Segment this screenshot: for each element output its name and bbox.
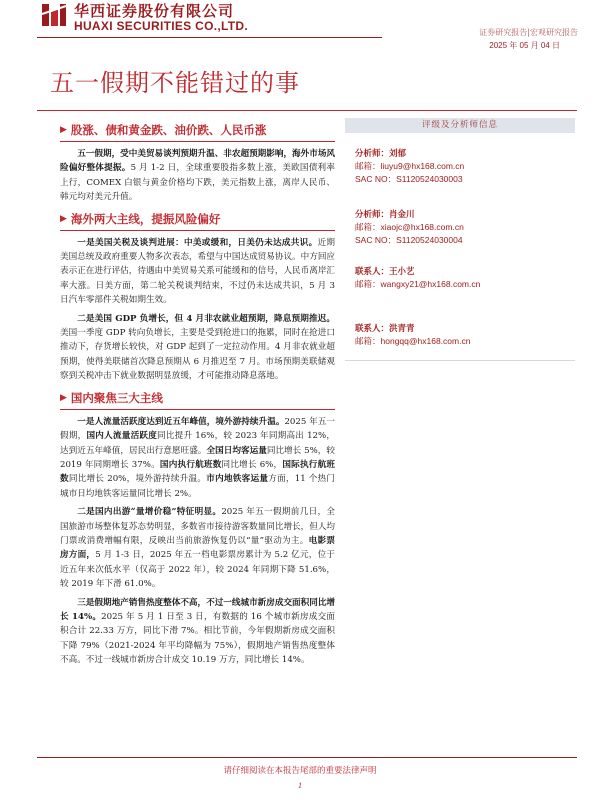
- header-divider: [37, 37, 382, 38]
- para-bold: 二是国内出游“量增价稳”特征明显。: [77, 507, 222, 518]
- para-text: 同比增长 20%，境外游持续升温。: [68, 474, 207, 485]
- section-heading-text: 股涨、债和黄金跌、油价跌、人民币涨: [70, 123, 267, 137]
- para-text: 近期美国总统及政府重要人物多次表态，希望与中国达成贸易协议。中方回应表示正在进行评估，待遇由中美贸易关系可能缓和的信号，人民币离岸汇率大涨。日美方面，第二轮关税谈判结束，不过仍未达成共识，5 月 3 日汽车零部件关税如期生效。: [60, 237, 336, 306]
- analyst-email: [355, 160, 464, 173]
- analyst-name: 分析师：刘郁: [355, 149, 407, 159]
- para-bold: 二是美国 GDP 负增长，但 4 月非农就业超预期，降息预期推迟。: [77, 313, 335, 324]
- legal-notice: 请仔细阅读在本报告尾部的重要法律声明: [223, 766, 377, 776]
- email-label: 邮箱：: [355, 280, 381, 290]
- para-text: 同比增长 5%，较 2019 年同期增长 37%。: [60, 445, 335, 470]
- title-divider: [37, 110, 577, 111]
- paragraph: [60, 505, 335, 591]
- para-bold: 国际执行航班数: [60, 459, 335, 485]
- logo-mark-icon: [40, 2, 68, 28]
- email-link[interactable]: wangxy21@hx168.com.cn: [380, 279, 481, 289]
- section-divider: [60, 141, 335, 142]
- email-link[interactable]: xiaojc@hx168.com.cn: [380, 222, 464, 232]
- analyst-email: [355, 221, 464, 234]
- email-label: 邮箱：: [355, 337, 381, 347]
- contact-email: [355, 278, 480, 291]
- section-divider: [60, 230, 335, 231]
- section-heading: [60, 388, 335, 408]
- sidebar-heading: 评级及分析师信息: [345, 118, 575, 133]
- para-bold: 国内人流量活跃度: [86, 431, 158, 442]
- triangle-bullet-icon: ▶: [60, 392, 67, 403]
- contact-name: 联系人：洪青青: [355, 324, 415, 334]
- para-bold: 三是假期地产销售热度整体不高，不过一线城市新房成交面积同比增长 14%。: [60, 597, 336, 622]
- para-bold: 全国日均客运量: [206, 445, 267, 456]
- section-heading-text: 国内聚焦三大主线: [70, 390, 163, 405]
- report-type: 证券研究报告|宏观研究报告: [479, 28, 578, 37]
- analyst-sac: SAC NO：S1120524030003: [355, 174, 463, 184]
- report-date: 2025 年 05 月 04 日: [489, 41, 560, 50]
- paragraph: [60, 415, 335, 501]
- triangle-bullet-icon: ▶: [60, 125, 67, 135]
- para-text: 同比增长 6%，: [221, 459, 283, 470]
- para-text: 5 月 1-3 日，2025 年五一档电影票房累计为 5.2 亿元，位于近五年来次低水平（仅高于 2022 年），较 2024 年同期下降 51.6%，较 2019 年下滑 61.0%。: [60, 550, 335, 590]
- para-bold: 五一假期，受中美贸易谈判预期升温、非农超预期影响，海外市场风险偏好整体提振。: [60, 149, 336, 174]
- para-text: 5 月 1-2 日，全球重要股指多数上涨，美欧国债利率上行，COMEX 白银与黄金价格均下跌，美元指数上涨，离岸人民币、韩元均对美元升值。: [60, 163, 335, 203]
- para-text: 美国一季度 GDP 转向负增长，主要是受到抢进口的拖累，同时在抢进口推动下，存货增长较快，对 GDP 起到了一定拉动作用。4 月非农就业超预期，使得美联储首次降息预期从 6 月推迟至 7 月。市场预期美联储观察到关税冲击下就业数据明显放缓，才可能推动降息落地。: [60, 328, 335, 382]
- triangle-bullet-icon: ▶: [60, 213, 67, 224]
- analyst-card: [355, 148, 464, 185]
- company-name-cn: 华西证券股份有限公司: [74, 2, 235, 20]
- section-heading: [60, 209, 335, 229]
- page-number: 1: [297, 780, 303, 790]
- email-label: 邮箱：: [355, 162, 381, 172]
- para-bold: 一是人流量活跃度达到近五年峰值，境外游持续升温。: [77, 416, 285, 427]
- section-divider: [60, 409, 335, 410]
- contact-card: [355, 323, 470, 348]
- section-heading: [60, 120, 335, 140]
- email-label: 邮箱：: [355, 223, 381, 233]
- company-name-en: HUAXI SECURITIES CO.,LTD.: [74, 19, 248, 33]
- para-text: 2025 年五一假期前几日，全国旅游市场整体复苏态势明显，多数省市接待游客数量同比增长，但人均门票或消费增幅有限，反映出当前旅游恢复仍以“量”驱动为主。: [60, 507, 336, 546]
- analyst-sac: SAC NO：S1120524030004: [355, 235, 463, 245]
- contact-card: [355, 266, 480, 291]
- page-title: 五一假期不能错过的事: [50, 69, 300, 97]
- para-text: 方面，11 个热门城市日均地铁客运量同比增长 2%。: [60, 474, 335, 499]
- section-heading-text: 海外两大主线，提振风险偏好: [70, 211, 221, 226]
- email-link[interactable]: liuyu9@hx168.com.cn: [380, 161, 465, 171]
- para-bold: 国内执行航班数: [159, 459, 222, 470]
- sidebar-divider: [345, 360, 575, 361]
- contact-email: [355, 335, 470, 348]
- analyst-name: 分析师：肖金川: [355, 210, 415, 220]
- company-logo: [40, 2, 68, 28]
- paragraph: [60, 147, 335, 205]
- footer-divider: [37, 757, 577, 758]
- email-link[interactable]: hongqq@hx168.com.cn: [380, 336, 471, 346]
- main-content: [60, 120, 335, 672]
- paragraph: [60, 236, 335, 308]
- para-text: 2025 年 5 月 1 日至 3 日，有数据的 16 个城市新房成交面积合计 22.33 万方，同比下滑 7%。相比节前，今年假期新房成交面积下降 79%（2021-2024 年平均降幅为 75%），假期地产销售热度整体不高。不过一线城市新房合计成交 10.19 万方，同比增长 14%。: [60, 611, 335, 666]
- para-bold: 市内地铁客运量: [206, 474, 269, 485]
- para-bold: 一是美国关税及谈判进展：中美或缓和，日美仍未达成共识。: [77, 237, 318, 248]
- paragraph: [60, 596, 335, 668]
- para-text: 2025 年五一假期，: [60, 416, 335, 442]
- para-bold: 电影票房方面，: [60, 535, 335, 561]
- para-text: 同比提升 16%，较 2023 年同期高出 12%，达到近五年峰值，居民出行意愿旺盛。: [60, 431, 335, 456]
- contact-name: 联系人：王小艺: [355, 267, 415, 277]
- analyst-card: [355, 209, 464, 246]
- paragraph: [60, 312, 335, 384]
